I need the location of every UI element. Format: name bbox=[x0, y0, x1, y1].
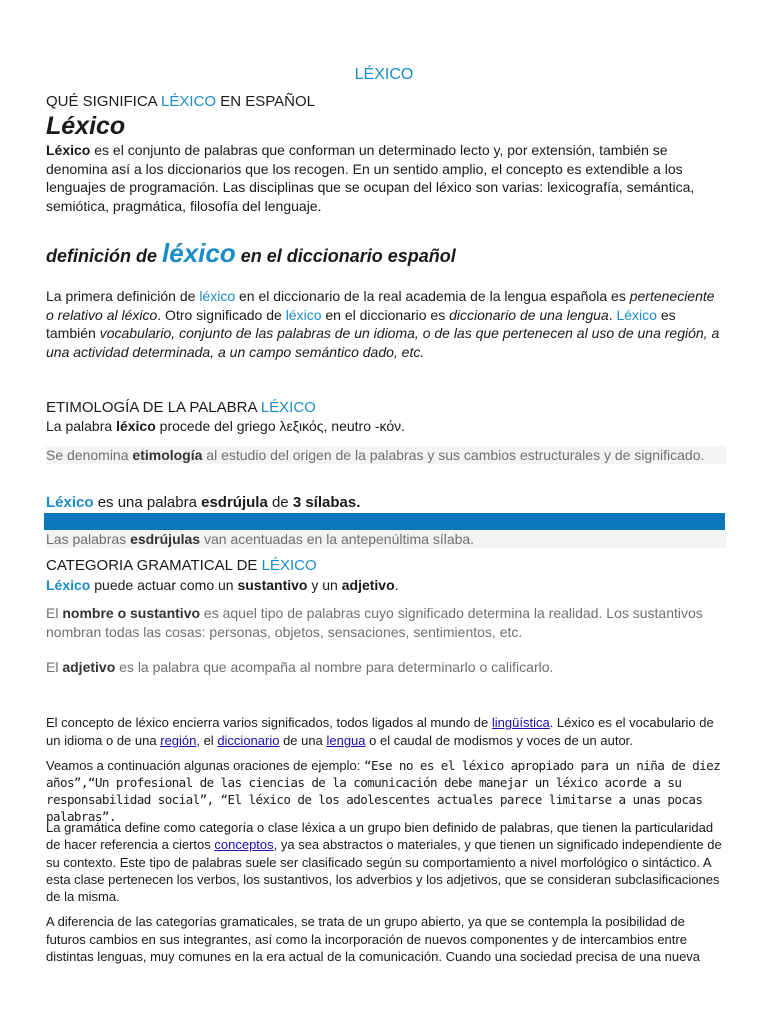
concepto-text-1: El concepto de léxico encierra varios significados, todos ligados al mundo de bbox=[46, 715, 492, 730]
categoria-word: Léxico bbox=[46, 577, 91, 593]
ejemplos-paragraph bbox=[46, 757, 726, 825]
definicion-text-6: es también bbox=[46, 306, 676, 341]
etimologia-2-bold: etimología bbox=[132, 447, 203, 463]
etimologia-heading-word: LÉXICO bbox=[260, 399, 316, 416]
etimologia-1-post: procede del griego λεξικός, neutro -κόν. bbox=[155, 418, 406, 434]
concepto-paragraph bbox=[46, 714, 726, 750]
definicion-italic-2: diccionario de una lengua bbox=[449, 306, 609, 323]
que-significa-word: LÉXICO bbox=[161, 93, 217, 110]
gramatica-text-1: La gramática define como categoría o clase léxica a un grupo bien definido de palabras, que tienen la particularidad de hacer referencia a ciertos bbox=[46, 820, 714, 853]
definicion-text-1: La primera definición de bbox=[46, 288, 200, 304]
concepto-text-3: , el bbox=[196, 733, 218, 748]
etimologia-1-bold: léxico bbox=[116, 418, 156, 434]
etimologia-heading bbox=[46, 399, 726, 416]
concepto-text-4: de una bbox=[279, 733, 327, 748]
definicion-heading-word: léxico bbox=[162, 238, 236, 268]
etimologia-2-post: al estudio del origen de la palabras y sus cambios estructurales y de significado. bbox=[202, 447, 705, 463]
gramatica-text-2: , ya sea abstractos o materiales, y que tienen un significado independiente de su contexto. Este tipo de palabras suele ser clasificado según su comportamiento a nivel morfológico o sintáctico. A esta clase pertenecen los verbos, los sustantivos, los adverbios y los adjetivos, que se consideran subclasificaciones de la misma. bbox=[46, 837, 722, 905]
blue-divider-bar bbox=[44, 513, 725, 530]
link-region[interactable]: región bbox=[160, 733, 197, 748]
nombre-paragraph bbox=[46, 604, 726, 642]
que-significa-post: EN ESPAÑOL bbox=[216, 93, 315, 110]
etimologia-line-2 bbox=[46, 446, 726, 464]
definicion-text-5: . bbox=[608, 306, 617, 323]
esdrujulas-line bbox=[46, 530, 726, 548]
categoria-line bbox=[46, 577, 726, 593]
silabas-word: Léxico bbox=[46, 494, 94, 511]
etimologia-heading-pre: ETIMOLOGÍA DE LA PALABRA bbox=[46, 399, 261, 416]
etimologia-line-1 bbox=[46, 418, 726, 434]
silabas-text-2: de bbox=[267, 494, 293, 511]
categoria-bold-1: sustantivo bbox=[237, 577, 308, 593]
silabas-text-1: es una palabra bbox=[93, 494, 202, 511]
que-significa-pre: QUÉ SIGNIFICA bbox=[46, 93, 162, 110]
definicion-text-4: en el diccionario es bbox=[321, 306, 450, 323]
esdrujulas-bold: esdrújulas bbox=[130, 531, 201, 547]
esdrujulas-post: van acentuadas en la antepenúltima sílaba. bbox=[200, 531, 475, 547]
definicion-heading bbox=[46, 238, 726, 269]
link-conceptos[interactable]: conceptos bbox=[214, 837, 274, 853]
etimologia-2-pre: Se denomina bbox=[46, 447, 133, 463]
definicion-text-2: en el diccionario de la real academia de la lengua española es bbox=[235, 288, 630, 304]
silabas-bold-1: esdrújula bbox=[201, 494, 268, 511]
intro-text: es el conjunto de palabras que conforman un determinado lecto y, por extensión, también se denomina así a los diccionarios que los recogen. En un sentido amplio, el concepto es extendible a los lenguajes de programación. Las disciplinas que se ocupan del léxico son varias: lexicografía, semántica, semiótica, pragmática, filosofía del lenguaje. bbox=[46, 142, 695, 214]
adjetivo-bold: adjetivo bbox=[62, 659, 116, 675]
intro-bold: Léxico bbox=[46, 142, 91, 158]
adjetivo-paragraph bbox=[46, 659, 726, 675]
categoria-bold-2: adjetivo bbox=[341, 577, 395, 593]
diferencia-paragraph: A diferencia de las categorías gramaticales, se trata de un grupo abierto, ya que se contempla la posibilidad de futuros cambios en sus integrantes, así como la incorporación de nuevos componentes y de intercambios entre distintas lenguas, muy comunes en la era actual de la comunicación. Cuando una sociedad precisa de una nueva bbox=[46, 914, 701, 964]
categoria-text-2: y un bbox=[307, 577, 342, 593]
categoria-heading-pre: CATEGORIA GRAMATICAL DE bbox=[46, 557, 262, 574]
esdrujulas-pre: Las palabras bbox=[46, 531, 131, 547]
definicion-heading-pre: definición de bbox=[46, 246, 163, 266]
nombre-bold: nombre o sustantivo bbox=[62, 605, 201, 621]
concepto-text-2: . Léxico es el vocabulario de un idioma o de una bbox=[46, 715, 714, 748]
gramatica-paragraph bbox=[46, 819, 726, 905]
concepto-text-5: o el caudal de modismos y voces de un autor. bbox=[365, 733, 633, 748]
adjetivo-pre: El bbox=[46, 659, 63, 675]
definicion-word-2: léxico bbox=[285, 306, 322, 323]
etimologia-1-pre: La palabra bbox=[46, 418, 117, 434]
nombre-pre: El bbox=[46, 605, 63, 621]
que-significa-heading bbox=[46, 93, 726, 110]
definicion-italic-1: perteneciente o relativo al léxico bbox=[46, 288, 715, 323]
categoria-text-3: . bbox=[394, 577, 399, 593]
categoria-heading-word: LÉXICO bbox=[261, 557, 317, 574]
link-lengua[interactable]: lengua bbox=[326, 733, 366, 748]
silabas-bold-2: 3 sílabas. bbox=[292, 494, 361, 511]
definicion-heading-post: en el diccionario español bbox=[235, 246, 456, 266]
definicion-word-1: léxico bbox=[199, 288, 236, 304]
definicion-paragraph bbox=[46, 287, 726, 361]
definicion-word-3: Léxico bbox=[616, 306, 657, 323]
silabas-line bbox=[46, 494, 726, 511]
ejemplos-quotes: “Ese no es el léxico apropiado para un niña de diez años”,“Un profesional de las ciencias de la comunicación debe manejar un léxico acorde a su responsabilidad social”, “El léxico de los adolescentes actuales parece limitarse a unas pocas palabras”. bbox=[46, 758, 721, 824]
intro-paragraph bbox=[46, 141, 726, 215]
adjetivo-post: es la palabra que acompaña al nombre para determinarlo o calificarlo. bbox=[115, 659, 554, 675]
link-linguistica[interactable]: lingüística bbox=[491, 715, 550, 730]
definicion-text-3: . Otro significado de bbox=[157, 306, 286, 323]
document-title: LÉXICO bbox=[354, 66, 414, 83]
nombre-post: es aquel tipo de palabras cuyo significado determina la realidad. Los sustantivos nombran todas las cosas: personas, objetos, sensaciones, sentimientos, etc. bbox=[46, 605, 703, 640]
ejemplos-pre: Veamos a continuación algunas oraciones de ejemplo: bbox=[46, 758, 364, 773]
definicion-italic-3: vocabulario, conjunto de las palabras de un idioma, o de las que pertenecen al uso de una región, a una actividad determinada, a un campo semántico dado, etc. bbox=[46, 325, 720, 360]
link-diccionario[interactable]: diccionario bbox=[217, 733, 280, 748]
categoria-heading bbox=[46, 557, 726, 574]
lexico-heading: Léxico bbox=[46, 112, 126, 140]
categoria-text-1: puede actuar como un bbox=[90, 577, 238, 593]
